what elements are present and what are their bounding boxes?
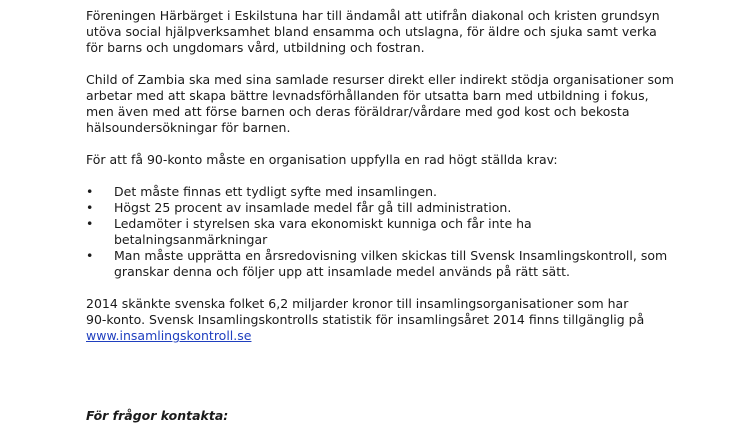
text-line: men även med att förse barnen och deras föräldrar/vårdare med god kost och bekosta (86, 104, 630, 119)
list-item (86, 248, 726, 280)
text-line: utöva social hjälpverksamhet bland ensamma och utslagna, för äldre och sjuka samt verka (86, 24, 657, 39)
bullet-icon: • (86, 216, 94, 231)
list-item-text: Högst 25 procent av insamlade medel får gå till administration. (114, 200, 512, 215)
paragraph-requirements-intro (86, 152, 726, 168)
text-line: arbetar med att skapa bättre levnadsförhållanden för utsatta barn med utbildning i fokus, (86, 88, 649, 103)
text-line: för barns och ungdomars vård, utbildning och fostran. (86, 40, 425, 55)
text-line: Child of Zambia ska med sina samlade resurser direkt eller indirekt stödja organisationer som (86, 72, 674, 87)
link-line (86, 328, 726, 344)
list-item-text: betalningsanmärkningar (114, 232, 268, 247)
contact-heading: För frågor kontakta: (86, 408, 229, 423)
text-line: Föreningen Härbärget i Eskilstuna har till ändamål att utifrån diakonal och kristen grundsyn (86, 8, 660, 23)
list-item (86, 200, 726, 216)
paragraph-child-of-zambia (86, 72, 726, 136)
list-item-text: granskar denna och följer upp att insamlade medel används på rätt sätt. (114, 264, 570, 279)
list-item-text: Det måste finnas ett tydligt syfte med insamlingen. (114, 184, 437, 199)
insamlingskontroll-link[interactable]: www.insamlingskontroll.se (86, 328, 252, 343)
paragraph-statistics (86, 296, 726, 344)
bullet-icon: • (86, 200, 94, 215)
document-body (86, 8, 726, 424)
list-item (86, 184, 726, 200)
paragraph-harbarget (86, 8, 726, 56)
text-line: För att få 90-konto måste en organisation uppfylla en rad högt ställda krav: (86, 152, 558, 167)
list-item-text: Ledamöter i styrelsen ska vara ekonomiskt kunniga och får inte ha (114, 216, 532, 231)
bullet-icon: • (86, 184, 94, 199)
list-item (86, 216, 726, 248)
bullet-icon: • (86, 248, 94, 263)
list-item-text: Man måste upprätta en årsredovisning vilken skickas till Svensk Insamlingskontroll, som (114, 248, 668, 263)
text-line: hälsoundersökningar för barnen. (86, 120, 291, 135)
text-line: 90-konto. Svensk Insamlingskontrolls statistik för insamlingsåret 2014 finns tillgänglig på (86, 312, 645, 327)
text-line: 2014 skänkte svenska folket 6,2 miljarder kronor till insamlingsorganisationer som har (86, 296, 629, 311)
requirements-list (86, 184, 726, 280)
